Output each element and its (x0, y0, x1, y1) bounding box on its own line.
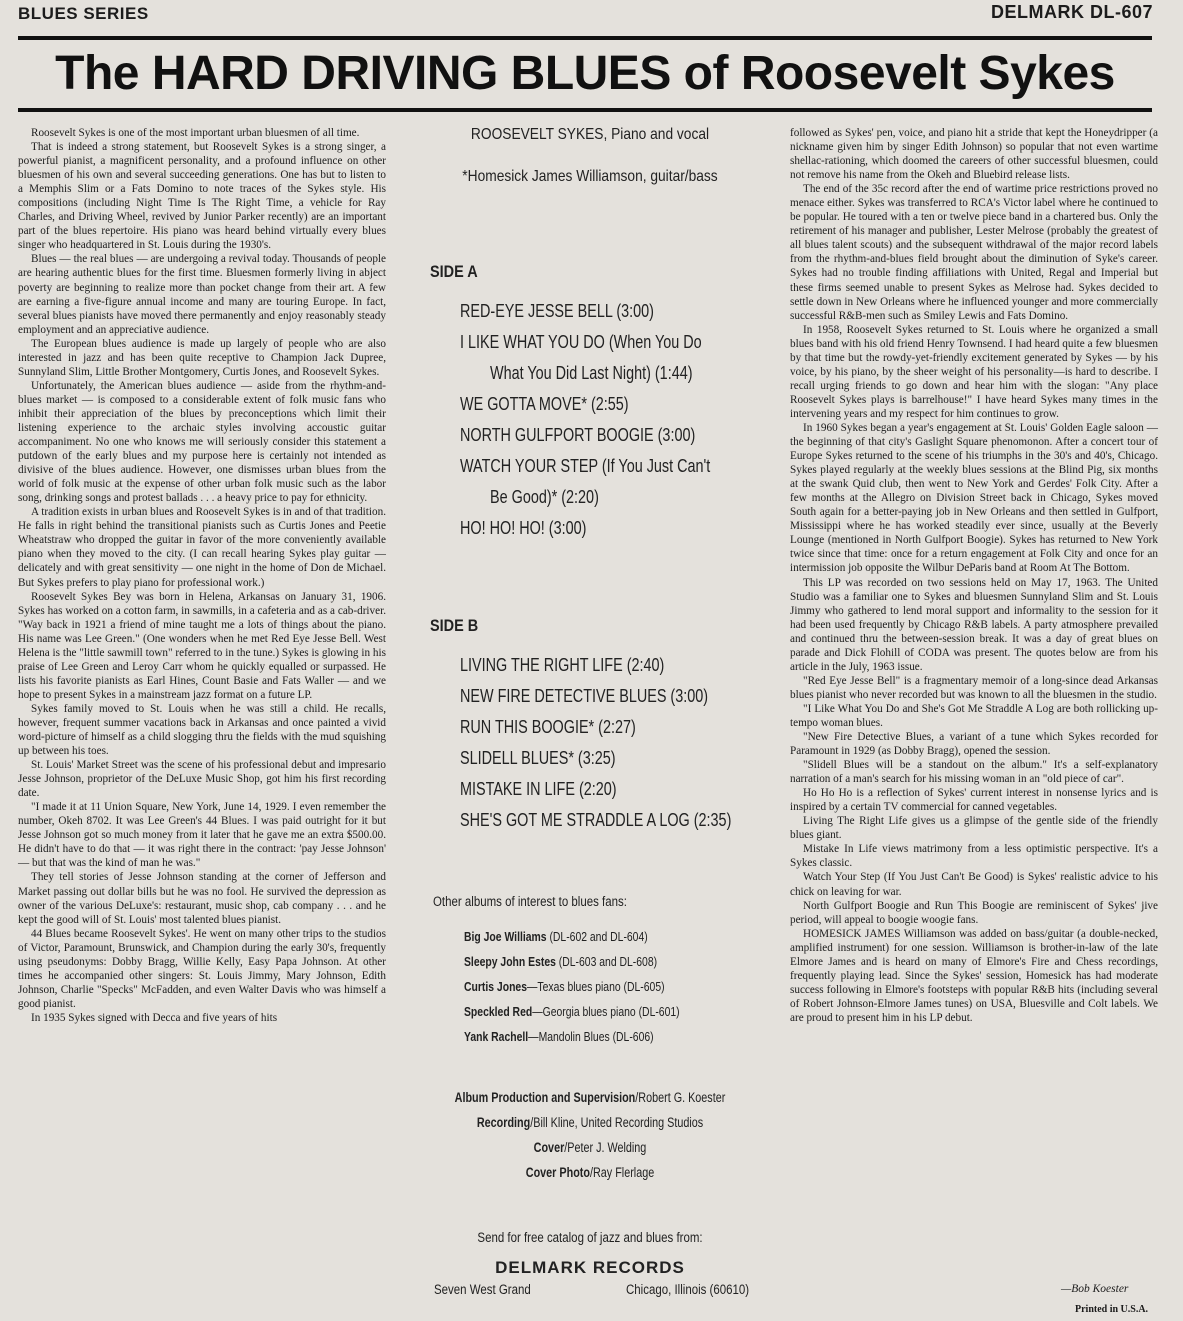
credit-role: Cover (533, 1140, 565, 1155)
album-listing (464, 954, 657, 969)
track-title: SLIDELL BLUES* (3:25) (460, 748, 616, 768)
liner-notes-right-column (790, 126, 1158, 1025)
series-label: BLUES SERIES (18, 4, 149, 23)
side-a-heading: SIDE A (430, 262, 478, 281)
credit-name: /Peter J. Welding (564, 1140, 647, 1155)
author-signature: —Bob Koester (1061, 1283, 1129, 1295)
liner-paragraph: Mistake In Life views matrimony from a less optimistic perspective. It's a Sykes classic. (790, 843, 1158, 870)
liner-paragraph: "Slidell Blues will be a standout on the album." It's a self-explanatory narration of a man's search for his missing woman in an "old piece of car". (790, 759, 1158, 786)
liner-paragraph: "I Like What You Do and She's Got Me Straddle A Log are both rollicking up-tempo woman blues. (790, 702, 1158, 729)
record-label-name: DELMARK RECORDS (495, 1258, 685, 1277)
album-detail: —Georgia blues piano (DL-601) (532, 1004, 680, 1019)
credit-name: /Robert G. Koester (635, 1090, 726, 1105)
liner-paragraph: "I made it at 11 Union Square, New York, June 14, 1929. I even remember the number, Okeh 8702. It was Lee Green's 44 Blues. I was paid outright for it but Jesse Johnson got so much money from it later that he gave me an extra $500.00. He didn't have to do that — it was right there in the contract: 'pay Jesse Johnson' — but that was the kind of man he was." (18, 801, 386, 870)
liner-paragraph: This LP was recorded on two sessions held on May 17, 1963. The United Studio was a familiar one to Sykes and bluesmen Sunnyland Slim and St. Louis Jimmy who gathered to lend moral support and informality to the session for it had been used frequently by Chicago R&B labels. A party atmosphere prevailed and continued thru the between-session break. It was a day of great blues on parade and Dick Flohill of CODA was present. The quotes below are from his article in the July, 1963 issue. (790, 576, 1158, 673)
liner-paragraph: The end of the 35c record after the end of wartime price restrictions proved no menace either. Sykes was transferred to RCA's Victor label where he continued to be popular. He toured with a ten or twelve piece band in a chartered bus. Only the retirement of his manager and publisher, Lester Melrose (probably the greatest of all blues talent scouts) and the subsequent withdrawal of the major record labels from the rhythm-and-blues field brought about the diminution of Syke's career. Sykes had no trouble finding affiliations with United, Regal and Imperial but these firms seemed unable to present Sykes as Melrose had. Sykes decided to settle down in New Orleans where he influenced younger and more commercially successful R&B-men such as Smiley Lewis and Fats Domino. (790, 183, 1158, 322)
liner-notes-left-column (18, 126, 386, 1025)
album-artist: Big Joe Williams (464, 929, 547, 944)
track-title: I LIKE WHAT YOU DO (When You Do (460, 332, 702, 352)
album-detail: (DL-603 and DL-608) (555, 954, 658, 969)
track-title: NORTH GULFPORT BOOGIE (3:00) (460, 425, 696, 445)
credit-line (454, 1165, 726, 1180)
liner-paragraph: HOMESICK JAMES Williamson was added on bass/guitar (a double-necked, amplified instrument) for one session. Williamson is brother-in-law of the late Elmore James and is heard on many of Elmore's Fire and Chess recordings, frequently playing lead. Since the Sykes' session, Homesick has had moderate success following in Elmore's footsteps with popular R&B hits (including several of Robert Johnson-Elmore James tunes) on USA, Bluesville and Colt labels. We are proud to present him in his LP debut. (790, 927, 1158, 1024)
credit-name: /Bill Kline, United Recording Studios (530, 1115, 704, 1130)
credit-line (454, 1115, 726, 1130)
track-title: RED-EYE JESSE BELL (3:00) (460, 301, 654, 321)
album-listing (464, 979, 665, 994)
album-listing (464, 1004, 680, 1019)
liner-paragraph: Living The Right Life gives us a glimpse of the gentle side of the friendly blues giant. (790, 815, 1158, 842)
album-artist: Yank Rachell (464, 1029, 529, 1044)
liner-paragraph: In 1935 Sykes signed with Decca and five years of hits (31, 1011, 278, 1024)
personnel-line: ROOSEVELT SYKES, Piano and vocal (470, 126, 710, 143)
liner-paragraph: Sykes family moved to St. Louis when he was still a child. He recalls, however, frequent summer vacations back in Arkansas and once painted a vivid word-picture of himself as a child slogging thru the fields with the mud squishing up between his toes. (18, 702, 386, 758)
other-albums-heading: Other albums of interest to blues fans: (433, 894, 627, 909)
liner-paragraph: followed as Sykes' pen, voice, and piano hit a stride that kept the Honeydripper (a nickname given him by singer Edith Johnson) so popular that not even wartime shellac-rationing, which doomed the careers of other successful bluesmen, could not remove his name from the Okeh and Bluebird release lists. (790, 127, 1158, 182)
liner-paragraph: "Red Eye Jesse Bell" is a fragmentary memoir of a long-since dead Arkansas blues pianist who never recorded but was known to all the bluesmen in the studio. (790, 674, 1158, 701)
liner-paragraph: They tell stories of Jesse Johnson standing at the corner of Jefferson and Market passing out dollar bills but he was no fool. He survived the depression as owner of the various DeLuxe's: restaurant, music shop, cab company . . . and he kept the good will of St. Louis' most talented blues pianist. (18, 871, 386, 926)
liner-paragraph: Roosevelt Sykes Bey was born in Helena, Arkansas on January 31, 1906. Sykes has worked on a cotton farm, in sawmills, in a cafeteria and as a cab-driver. "Way back in 1921 a friend of mine taught me a lots of things about the piano. His name was Lee Green." (One wonders when he met Red Eye Jesse Bell. West Helena is the "little sawmill town" referred to in the tune.) Sykes is glowing in his praise of Lee Green and Leroy Carr whom he quickly equalled or surpassed. He lists his favorite pianists as Earl Hines, Count Basie and Fats Waller — and we hope to present Sykes in a mainstream jazz format on a future LP. (18, 590, 386, 701)
catalog-note: Send for free catalog of jazz and blues from: (477, 1230, 703, 1245)
album-listing (464, 929, 648, 944)
credit-role: Recording (476, 1115, 531, 1130)
track-title: LIVING THE RIGHT LIFE (2:40) (460, 655, 665, 675)
album-title: The HARD DRIVING BLUES of Roosevelt Sykes (55, 47, 1115, 100)
credit-role: Cover Photo (525, 1165, 590, 1180)
track-title: Be Good)* (2:20) (490, 487, 599, 507)
liner-paragraph: "New Fire Detective Blues, a variant of a tune which Sykes recorded for Paramount in 1929 (as Dobby Bragg), opened the session. (790, 731, 1158, 758)
liner-paragraph: Ho Ho Ho is a reflection of Sykes' current interest in nonsense lyrics and is inspired by a certain TV commercial for canned vegetables. (790, 787, 1158, 814)
label-city: Chicago, Illinois (60610) (626, 1282, 750, 1297)
track-title: MISTAKE IN LIFE (2:20) (460, 779, 617, 799)
liner-paragraph: In 1960 Sykes began a year's engagement at St. Louis' Golden Eagle saloon — the beginning of that city's Gaslight Square phenomonon. After a concert tour of Europe Sykes returned to the scene of his triumphs in the 30's and 40's, Chicago. Sykes played regularly at the weekly blues sessions at the Blind Pig, six months at the swank Quid club, then went to New York and Gerdes' Folk City. After a few months at the Allegro on Division Street back in Chicago, Sykes moved South again for a better-paying job in New Orleans and then settled in Gulfport, Mississippi where he has worked steadily ever since, usually at the Beverly Lounge (mentioned in North Gulfport Boogie). Sykes has returned to New York twice since that time: once for a return engagement at Folk City and once for an intermission job opposite the Wilbur DeParis band at Room At The Bottom. (790, 421, 1158, 575)
personnel-line: *Homesick James Williamson, guitar/bass (462, 168, 718, 185)
track-title: NEW FIRE DETECTIVE BLUES (3:00) (460, 686, 709, 706)
credit-name: /Ray Flerlage (589, 1165, 655, 1180)
album-artist: Speckled Red (464, 1004, 533, 1019)
album-listing (464, 1029, 654, 1044)
liner-paragraph: St. Louis' Market Street was the scene of his professional debut and impresario Jesse Johnson, proprietor of the DeLuxe Music Shop, got him his first recording date. (18, 759, 386, 800)
liner-paragraph: Blues — the real blues — are undergoing a revival today. Thousands of people are hearing authentic blues for the first time. Bluesmen formerly living in abject poverty are beginning to realize more than pocket change from their art. A few are earning a five-figure annual income and many are touring Europe. In fact, several blues pianists have moved there permanently and enjoy reasonably steady employment and an appreciative audience. (18, 253, 386, 336)
album-detail: —Texas blues piano (DL-605) (527, 979, 665, 994)
liner-paragraph: Watch Your Step (If You Just Can't Be Good) is Sykes' realistic advice to his chick on leaving for war. (790, 871, 1158, 898)
album-detail: —Mandolin Blues (DL-606) (528, 1029, 654, 1044)
track-title: SHE'S GOT ME STRADDLE A LOG (2:35) (460, 810, 732, 830)
liner-paragraph: Roosevelt Sykes is one of the most important urban bluesmen of all time. (31, 127, 360, 139)
track-title: HO! HO! HO! (3:00) (460, 518, 587, 538)
printed-in-note: Printed in U.S.A. (1075, 1304, 1149, 1315)
liner-paragraph: 44 Blues became Roosevelt Sykes'. He went on many other trips to the studios of Victor, Paramount, Brunswick, and Champion during the early 30's, frequently using pseudonyms: Dobby Bragg, Willie Kelly, Easy Papa Johnson. At other times he accompanied other singers: St. Louis Jimmy, Mary Johnson, Edith Johnson, Charlie "Specks" McFadden, and even Walter Davis who was himself a good pianist. (18, 927, 386, 1010)
album-detail: (DL-602 and DL-604) (546, 929, 648, 944)
label-address: Seven West Grand (434, 1282, 531, 1297)
side-b-heading: SIDE B (430, 616, 479, 635)
track-title: RUN THIS BOOGIE* (2:27) (460, 717, 636, 737)
credit-line (454, 1090, 726, 1105)
track-title: WATCH YOUR STEP (If You Just Can't (460, 456, 711, 476)
liner-paragraph: A tradition exists in urban blues and Roosevelt Sykes is in and of that tradition. He falls in right behind the transitional pianists such as Curtis Jones and Peetie Wheatstraw who dropped the guitar in favor of the more conveniently available piano when they moved to the city. (I can recall hearing Sykes play guitar — delicately and with great sensitivity — one night in the home of Don de Michael. But Sykes prefers to play piano for professional work.) (18, 506, 386, 589)
album-artist: Curtis Jones (464, 979, 527, 994)
track-title: WE GOTTA MOVE* (2:55) (460, 394, 629, 414)
credit-line (454, 1140, 726, 1155)
liner-paragraph: Unfortunately, the American blues audience — aside from the rhythm-and-blues market — is composed to a considerable extent of folk music fans who inhibit their appreciation of the blues by preconceptions which limit their listening experience to the archaic styles involving accoustic guitar accompaniment. No one who knows me will seriously consider this statement a putdown of the early blues and my purpose here is certainly not intended as divisive of the blues audience. However, one dismisses urban blues from the world of folk music at the expense of other urban folk music such as the labor song, drinking songs and protest ballads . . . a heavy price to pay for ethnicity. (18, 379, 386, 505)
liner-paragraph: North Gulfport Boogie and Run This Boogie are reminiscent of Sykes' jive period, will appeal to boogie woogie fans. (790, 899, 1158, 926)
liner-paragraph: In 1958, Roosevelt Sykes returned to St. Louis where he organized a small blues band with his old friend Henry Townsend. I had heard quite a few bluesmen by that time but the rowdy-yet-friendly excitement generated by Sykes — by his voice, by his piano, by the sheer weight of his personality—is hard to describe. I recall urging friends to go down and hear him with the slogan: "Any place Roosevelt Sykes plays is barrelhouse!" I have heard Sykes many times in the intervening years and my respect for him continues to grow. (790, 323, 1158, 420)
album-artist: Sleepy John Estes (464, 954, 556, 969)
track-title: What You Did Last Night) (1:44) (490, 363, 693, 383)
catalog-number: DELMARK DL-607 (990, 2, 1153, 22)
credit-role: Album Production and Supervision (454, 1090, 636, 1105)
liner-paragraph: The European blues audience is made up largely of people who are also interested in jazz and has been quite receptive to Champion Jack Dupree, Sunnyland Slim, Little Brother Montgomery, Curtis Jones, and Roosevelt Sykes. (18, 337, 386, 378)
bottom-rule (18, 108, 1152, 112)
liner-paragraph: That is indeed a strong statement, but Roosevelt Sykes is a strong singer, a powerful pianist, a magnificent personality, and a profound influence on other bluesmen of his own and several succeeding generations. One has but to listen to a Memphis Slim or a Fats Domino to note traces of the Sykes style. His compositions (including Night Time Is The Right Time, a vehicle for Ray Charles, and Driving Wheel, revived by Junior Parker recently) are an important part of the blues repertoire. His piano was heard behind virtually every blues singer who headquartered in St. Louis during the 1930's. (18, 141, 386, 252)
